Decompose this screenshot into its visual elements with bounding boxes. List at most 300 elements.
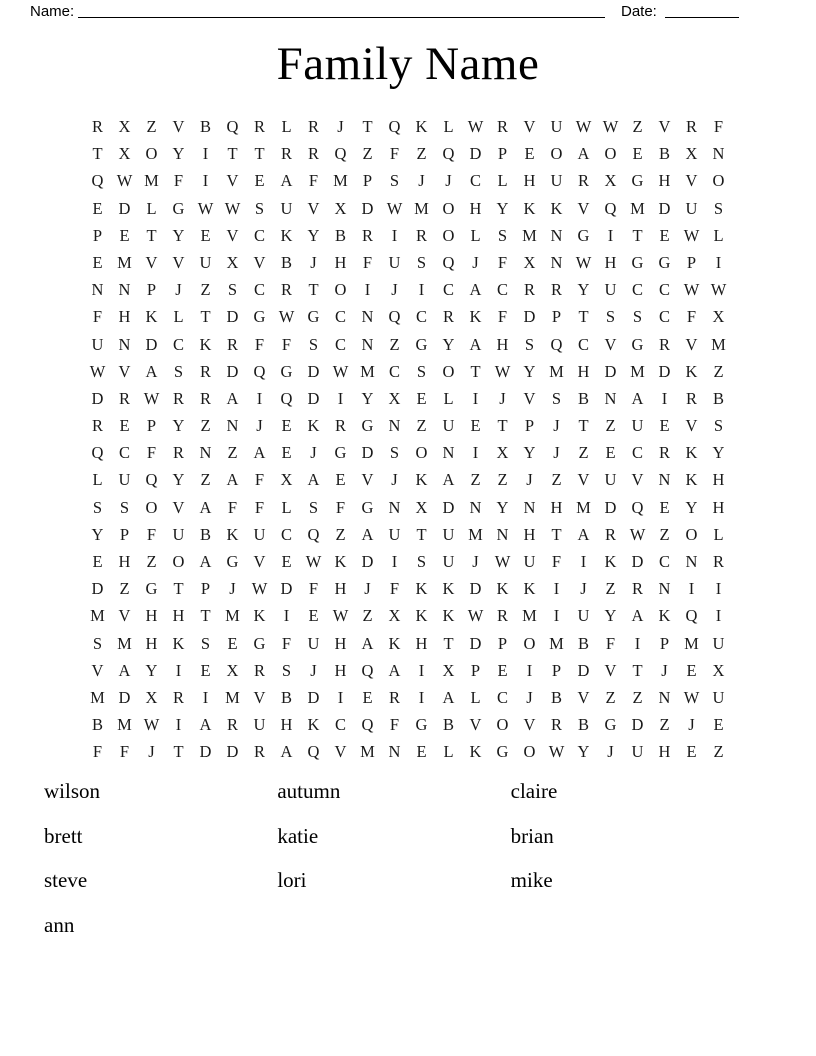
grid-letter[interactable]: E [281, 416, 292, 436]
grid-letter[interactable]: M [576, 497, 591, 517]
grid-letter[interactable]: B [577, 633, 589, 653]
grid-letter[interactable]: X [496, 443, 509, 463]
grid-letter[interactable]: E [335, 470, 346, 490]
grid-letter[interactable]: E [92, 198, 103, 218]
grid-letter[interactable]: F [308, 579, 319, 599]
grid-letter[interactable]: T [200, 606, 211, 626]
grid-letter[interactable]: V [226, 225, 239, 245]
grid-letter[interactable]: S [632, 307, 643, 327]
grid-letter[interactable]: Y [685, 497, 698, 517]
grid-letter[interactable]: B [577, 715, 589, 735]
grid-letter[interactable]: H [496, 334, 509, 354]
grid-letter[interactable]: Z [578, 443, 589, 463]
grid-letter[interactable]: I [337, 388, 344, 408]
grid-letter[interactable]: I [553, 579, 560, 599]
grid-letter[interactable]: Q [361, 660, 374, 680]
grid-letter[interactable]: E [686, 742, 697, 762]
grid-letter[interactable]: A [307, 470, 320, 490]
grid-letter[interactable]: S [389, 443, 400, 463]
grid-letter[interactable]: U [442, 552, 455, 571]
grid-letter[interactable]: K [415, 117, 428, 136]
grid-letter[interactable]: S [92, 497, 103, 517]
grid-letter[interactable]: F [254, 497, 265, 517]
grid-letter[interactable]: N [388, 742, 401, 762]
grid-letter[interactable]: Z [146, 117, 157, 136]
word-list-item[interactable]: lori [277, 868, 307, 893]
grid-letter[interactable]: Q [361, 715, 374, 735]
grid-letter[interactable]: G [631, 171, 644, 191]
grid-letter[interactable]: T [443, 633, 454, 653]
grid-letter[interactable]: P [551, 307, 562, 327]
grid-letter[interactable]: K [442, 606, 455, 626]
grid-letter[interactable]: V [685, 416, 698, 436]
grid-letter[interactable]: A [199, 552, 212, 571]
grid-letter[interactable]: F [146, 443, 157, 463]
grid-letter[interactable]: J [391, 280, 398, 300]
grid-letter[interactable]: Y [172, 144, 185, 164]
grid-letter[interactable]: V [685, 334, 698, 354]
grid-letter[interactable]: X [280, 470, 293, 490]
grid-letter[interactable]: G [415, 715, 428, 735]
grid-letter[interactable]: V [253, 552, 266, 571]
grid-letter[interactable]: G [361, 497, 374, 517]
grid-letter[interactable]: V [253, 252, 266, 272]
grid-letter[interactable]: I [202, 171, 209, 191]
grid-letter[interactable]: D [469, 633, 482, 653]
grid-letter[interactable]: O [604, 144, 617, 164]
grid-letter[interactable]: L [92, 470, 103, 490]
date-input-line[interactable] [665, 17, 739, 18]
grid-letter[interactable]: F [146, 524, 157, 544]
grid-letter[interactable]: K [523, 198, 536, 218]
grid-letter[interactable]: E [416, 742, 427, 762]
grid-letter[interactable]: R [685, 388, 697, 408]
grid-letter[interactable]: X [685, 144, 698, 164]
grid-letter[interactable]: E [227, 633, 238, 653]
grid-letter[interactable]: T [173, 742, 184, 762]
grid-letter[interactable]: X [226, 660, 239, 680]
grid-letter[interactable]: E [659, 497, 670, 517]
name-input-line[interactable] [78, 17, 605, 18]
grid-letter[interactable]: J [175, 280, 182, 300]
grid-letter[interactable]: M [522, 606, 537, 626]
grid-letter[interactable]: Z [713, 742, 724, 762]
grid-letter[interactable]: J [553, 443, 560, 463]
grid-letter[interactable]: W [278, 307, 295, 327]
grid-letter[interactable]: W [467, 606, 484, 626]
grid-letter[interactable]: W [575, 252, 592, 272]
grid-letter[interactable]: V [523, 715, 536, 735]
grid-letter[interactable]: K [199, 334, 212, 354]
grid-letter[interactable]: Z [605, 416, 616, 436]
grid-letter[interactable]: Y [145, 660, 158, 680]
grid-letter[interactable]: E [200, 225, 211, 245]
grid-letter[interactable]: I [364, 280, 371, 300]
grid-letter[interactable]: K [280, 225, 293, 245]
grid-letter[interactable]: S [605, 307, 616, 327]
word-list-item[interactable]: brett [44, 823, 83, 848]
grid-letter[interactable]: D [118, 687, 131, 707]
grid-letter[interactable]: T [227, 144, 238, 164]
grid-letter[interactable]: H [334, 252, 347, 272]
grid-letter[interactable]: A [280, 171, 293, 191]
grid-letter[interactable]: P [200, 579, 211, 599]
grid-letter[interactable]: G [658, 252, 671, 272]
grid-letter[interactable]: R [91, 117, 103, 136]
grid-letter[interactable]: Z [605, 687, 616, 707]
grid-letter[interactable]: O [712, 171, 725, 191]
grid-letter[interactable]: W [305, 552, 322, 571]
grid-letter[interactable]: F [227, 497, 238, 517]
grid-letter[interactable]: T [362, 117, 373, 136]
grid-letter[interactable]: C [334, 334, 346, 354]
grid-letter[interactable]: Q [388, 307, 401, 327]
grid-letter[interactable]: U [388, 524, 401, 544]
grid-letter[interactable]: U [604, 470, 617, 490]
grid-letter[interactable]: Y [577, 280, 590, 300]
grid-letter[interactable]: R [388, 687, 400, 707]
grid-letter[interactable]: R [550, 715, 562, 735]
grid-letter[interactable]: K [415, 470, 428, 490]
grid-letter[interactable]: Q [307, 524, 320, 544]
grid-letter[interactable]: E [362, 687, 373, 707]
grid-letter[interactable]: H [118, 307, 131, 327]
grid-letter[interactable]: Z [119, 579, 130, 599]
grid-letter[interactable]: C [253, 280, 265, 300]
grid-letter[interactable]: K [685, 361, 698, 381]
grid-letter[interactable]: K [550, 198, 563, 218]
grid-letter[interactable]: D [442, 497, 455, 517]
grid-letter[interactable]: V [253, 687, 266, 707]
grid-letter[interactable]: Q [442, 144, 455, 164]
grid-letter[interactable]: R [172, 388, 184, 408]
grid-letter[interactable]: G [631, 334, 644, 354]
grid-letter[interactable]: V [469, 715, 482, 735]
grid-letter[interactable]: O [334, 280, 347, 300]
grid-letter[interactable]: C [388, 361, 400, 381]
grid-letter[interactable]: O [496, 715, 509, 735]
grid-letter[interactable]: V [577, 470, 590, 490]
word-list-item[interactable]: brian [510, 823, 554, 848]
grid-letter[interactable]: E [470, 416, 481, 436]
grid-letter[interactable]: I [526, 660, 533, 680]
grid-letter[interactable]: L [443, 742, 454, 762]
grid-letter[interactable]: V [91, 660, 104, 680]
grid-letter[interactable]: H [172, 606, 185, 626]
grid-letter[interactable]: Q [550, 334, 563, 354]
grid-letter[interactable]: J [607, 742, 614, 762]
grid-letter[interactable]: B [280, 687, 292, 707]
grid-letter[interactable]: F [254, 334, 265, 354]
grid-letter[interactable]: J [526, 470, 533, 490]
grid-letter[interactable]: N [496, 524, 509, 544]
grid-letter[interactable]: E [281, 552, 292, 571]
grid-letter[interactable]: T [92, 144, 103, 164]
grid-letter[interactable]: W [143, 715, 160, 735]
grid-letter[interactable]: I [202, 144, 209, 164]
grid-letter[interactable]: E [659, 416, 670, 436]
grid-letter[interactable]: H [334, 579, 347, 599]
grid-letter[interactable]: C [415, 307, 427, 327]
grid-letter[interactable]: Z [335, 524, 346, 544]
grid-letter[interactable]: O [145, 497, 158, 517]
grid-letter[interactable]: N [361, 307, 374, 327]
grid-letter[interactable]: H [469, 198, 482, 218]
grid-letter[interactable]: C [496, 687, 508, 707]
grid-letter[interactable]: R [226, 715, 238, 735]
grid-letter[interactable]: H [523, 524, 536, 544]
grid-letter[interactable]: E [92, 252, 103, 272]
grid-letter[interactable]: A [361, 633, 374, 653]
grid-letter[interactable]: I [472, 388, 479, 408]
grid-letter[interactable]: M [144, 171, 159, 191]
grid-letter[interactable]: Z [146, 552, 157, 571]
grid-letter[interactable]: L [281, 497, 292, 517]
grid-letter[interactable]: Z [659, 715, 670, 735]
grid-letter[interactable]: G [604, 715, 617, 735]
grid-letter[interactable]: P [119, 524, 130, 544]
grid-letter[interactable]: T [551, 524, 562, 544]
grid-letter[interactable]: G [226, 552, 239, 571]
grid-letter[interactable]: J [310, 252, 317, 272]
grid-letter[interactable]: T [308, 280, 319, 300]
grid-letter[interactable]: Z [605, 579, 616, 599]
grid-letter[interactable]: D [280, 579, 293, 599]
grid-letter[interactable]: K [469, 742, 482, 762]
grid-letter[interactable]: W [89, 361, 106, 381]
grid-letter[interactable]: I [688, 579, 695, 599]
grid-letter[interactable]: J [553, 416, 560, 436]
grid-letter[interactable]: A [631, 388, 644, 408]
grid-letter[interactable]: K [496, 579, 509, 599]
grid-letter[interactable]: N [199, 443, 212, 463]
grid-letter[interactable]: K [415, 579, 428, 599]
grid-letter[interactable]: S [308, 334, 319, 354]
grid-letter[interactable]: E [686, 660, 697, 680]
grid-letter[interactable]: X [712, 660, 725, 680]
grid-letter[interactable]: R [199, 388, 211, 408]
grid-letter[interactable]: Q [253, 361, 266, 381]
grid-letter[interactable]: B [442, 715, 454, 735]
grid-letter[interactable]: J [472, 552, 479, 571]
grid-letter[interactable]: K [685, 443, 698, 463]
grid-letter[interactable]: W [116, 171, 133, 191]
grid-letter[interactable]: N [118, 280, 131, 300]
grid-letter[interactable]: T [497, 416, 508, 436]
grid-letter[interactable]: C [658, 307, 670, 327]
grid-letter[interactable]: T [200, 307, 211, 327]
grid-letter[interactable]: A [199, 497, 212, 517]
grid-letter[interactable]: Z [362, 606, 373, 626]
grid-letter[interactable]: E [254, 171, 265, 191]
grid-letter[interactable]: A [145, 361, 158, 381]
grid-letter[interactable]: S [524, 334, 535, 354]
grid-letter[interactable]: M [225, 687, 240, 707]
grid-letter[interactable]: P [362, 171, 373, 191]
grid-letter[interactable]: K [172, 633, 185, 653]
grid-letter[interactable]: Q [685, 606, 698, 626]
grid-letter[interactable]: I [391, 225, 398, 245]
grid-letter[interactable]: W [683, 687, 700, 707]
grid-letter[interactable]: R [631, 579, 643, 599]
grid-letter[interactable]: J [418, 171, 425, 191]
grid-letter[interactable]: H [712, 470, 725, 490]
grid-letter[interactable]: Q [91, 443, 104, 463]
grid-letter[interactable]: P [497, 144, 508, 164]
grid-letter[interactable]: N [91, 280, 104, 300]
grid-letter[interactable]: D [91, 579, 104, 599]
grid-letter[interactable]: E [632, 144, 643, 164]
grid-letter[interactable]: J [661, 660, 668, 680]
grid-letter[interactable]: Y [496, 497, 509, 517]
grid-letter[interactable]: Z [416, 416, 427, 436]
grid-letter[interactable]: C [577, 334, 589, 354]
grid-letter[interactable]: X [523, 252, 536, 272]
grid-letter[interactable]: N [550, 225, 563, 245]
grid-letter[interactable]: A [226, 470, 239, 490]
grid-letter[interactable]: A [388, 660, 401, 680]
grid-letter[interactable]: W [332, 606, 349, 626]
grid-letter[interactable]: E [416, 388, 427, 408]
grid-letter[interactable]: X [334, 198, 347, 218]
grid-letter[interactable]: S [416, 361, 427, 381]
grid-letter[interactable]: E [119, 225, 130, 245]
grid-letter[interactable]: H [577, 361, 590, 381]
grid-letter[interactable]: X [118, 144, 131, 164]
grid-letter[interactable]: M [360, 742, 375, 762]
grid-letter[interactable]: S [308, 497, 319, 517]
grid-letter[interactable]: Y [361, 388, 374, 408]
grid-letter[interactable]: T [470, 361, 481, 381]
grid-letter[interactable]: V [523, 117, 536, 136]
grid-letter[interactable]: F [173, 171, 184, 191]
grid-letter[interactable]: V [577, 198, 590, 218]
grid-letter[interactable]: U [631, 416, 644, 436]
grid-letter[interactable]: N [523, 497, 536, 517]
grid-letter[interactable]: U [712, 687, 725, 707]
grid-letter[interactable]: R [307, 144, 319, 164]
word-list-item[interactable]: katie [277, 823, 319, 848]
grid-letter[interactable]: Z [632, 687, 643, 707]
grid-letter[interactable]: J [391, 470, 398, 490]
grid-letter[interactable]: F [551, 552, 562, 571]
grid-letter[interactable]: H [712, 497, 725, 517]
grid-letter[interactable]: U [577, 606, 590, 626]
grid-letter[interactable]: U [442, 524, 455, 544]
grid-letter[interactable]: N [550, 252, 563, 272]
grid-letter[interactable]: J [364, 579, 371, 599]
grid-letter[interactable]: I [175, 660, 182, 680]
grid-letter[interactable]: K [307, 416, 320, 436]
grid-letter[interactable]: Q [388, 117, 401, 136]
grid-letter[interactable]: A [469, 334, 482, 354]
grid-letter[interactable]: G [577, 225, 590, 245]
grid-letter[interactable]: D [631, 552, 644, 571]
grid-letter[interactable]: S [389, 171, 400, 191]
grid-letter[interactable]: S [713, 198, 724, 218]
grid-letter[interactable]: J [256, 416, 263, 436]
grid-letter[interactable]: Q [91, 171, 104, 191]
grid-letter[interactable]: R [604, 524, 616, 544]
grid-letter[interactable]: D [226, 307, 239, 327]
grid-letter[interactable]: A [280, 742, 293, 762]
grid-letter[interactable]: R [658, 443, 670, 463]
grid-letter[interactable]: H [523, 171, 536, 191]
grid-letter[interactable]: M [414, 198, 429, 218]
grid-letter[interactable]: K [226, 524, 239, 544]
grid-letter[interactable]: P [551, 660, 562, 680]
grid-letter[interactable]: W [710, 280, 727, 300]
grid-letter[interactable]: E [713, 715, 724, 735]
grid-letter[interactable]: M [117, 715, 132, 735]
grid-letter[interactable]: K [658, 606, 671, 626]
grid-letter[interactable]: T [632, 225, 643, 245]
grid-letter[interactable]: S [173, 361, 184, 381]
grid-letter[interactable]: K [253, 606, 266, 626]
grid-letter[interactable]: W [683, 280, 700, 300]
grid-letter[interactable]: N [658, 470, 671, 490]
grid-letter[interactable]: G [307, 307, 320, 327]
grid-letter[interactable]: K [307, 715, 320, 735]
grid-letter[interactable]: D [658, 198, 671, 218]
grid-letter[interactable]: G [253, 307, 266, 327]
grid-letter[interactable]: N [388, 416, 401, 436]
grid-letter[interactable]: K [604, 552, 617, 571]
grid-letter[interactable]: J [472, 252, 479, 272]
grid-letter[interactable]: V [307, 198, 320, 218]
grid-letter[interactable]: N [118, 334, 131, 354]
grid-letter[interactable]: D [307, 361, 320, 381]
grid-letter[interactable]: Q [145, 470, 158, 490]
grid-letter[interactable]: I [715, 606, 722, 626]
grid-letter[interactable]: N [658, 579, 671, 599]
grid-letter[interactable]: R [658, 334, 670, 354]
grid-letter[interactable]: S [416, 252, 427, 272]
grid-letter[interactable]: V [172, 497, 185, 517]
grid-letter[interactable]: D [226, 742, 239, 762]
grid-letter[interactable]: H [280, 715, 293, 735]
grid-letter[interactable]: F [119, 742, 130, 762]
grid-letter[interactable]: D [226, 361, 239, 381]
grid-letter[interactable]: R [334, 416, 346, 436]
grid-letter[interactable]: J [580, 579, 587, 599]
grid-letter[interactable]: Y [523, 443, 536, 463]
grid-letter[interactable]: U [199, 252, 212, 272]
grid-letter[interactable]: Y [172, 416, 185, 436]
grid-letter[interactable]: D [361, 443, 374, 463]
grid-letter[interactable]: D [361, 198, 374, 218]
grid-letter[interactable]: I [580, 552, 587, 571]
grid-letter[interactable]: S [119, 497, 130, 517]
grid-letter[interactable]: Z [713, 361, 724, 381]
grid-letter[interactable]: J [337, 117, 344, 136]
grid-letter[interactable]: R [415, 225, 427, 245]
grid-letter[interactable]: O [442, 198, 455, 218]
grid-letter[interactable]: K [523, 579, 536, 599]
grid-letter[interactable]: F [389, 579, 400, 599]
grid-letter[interactable]: V [361, 470, 374, 490]
grid-letter[interactable]: H [415, 633, 428, 653]
grid-letter[interactable]: A [442, 687, 455, 707]
grid-letter[interactable]: I [391, 552, 398, 571]
grid-letter[interactable]: F [605, 633, 616, 653]
grid-letter[interactable]: W [575, 117, 592, 136]
grid-letter[interactable]: T [578, 416, 589, 436]
grid-letter[interactable]: O [523, 633, 536, 653]
grid-letter[interactable]: A [577, 144, 590, 164]
grid-letter[interactable]: I [418, 687, 425, 707]
grid-letter[interactable]: V [172, 252, 185, 272]
